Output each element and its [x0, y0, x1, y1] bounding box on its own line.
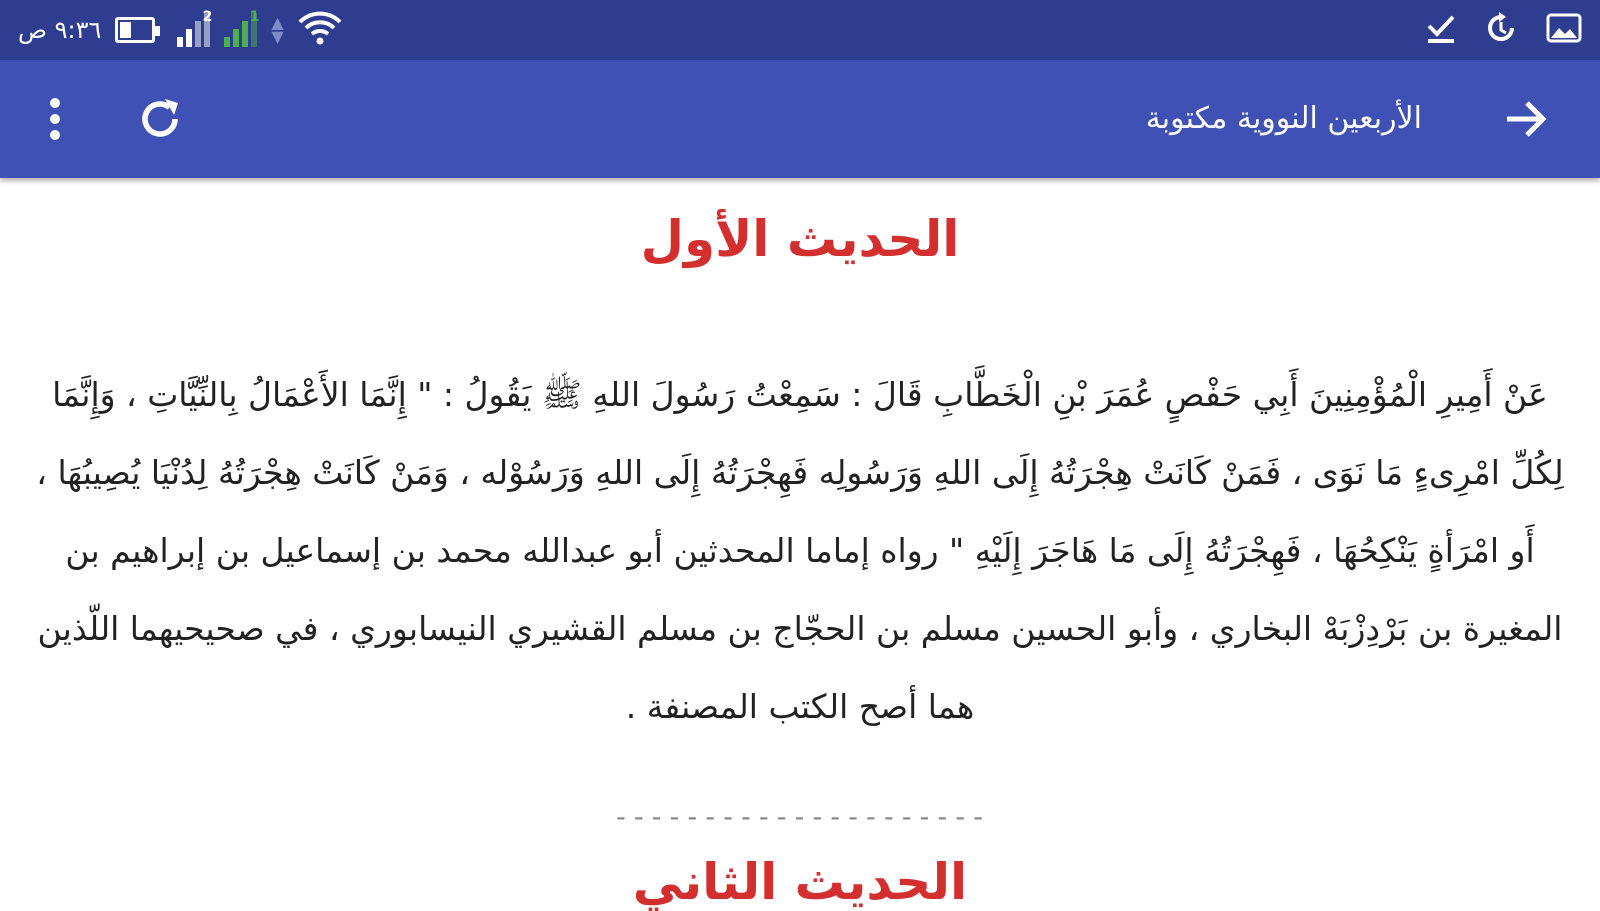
- next-hadith-title: الحديث الثاني: [632, 853, 968, 911]
- data-arrows-icon: ▲ ▼: [271, 13, 284, 46]
- more-vert-icon[interactable]: [30, 60, 80, 178]
- content-area: [0, 178, 1600, 911]
- status-time: ٩:٣٦ ص: [18, 16, 102, 44]
- hadith-text: عَنْ أَمِيرِ الْمُؤْمِنِينَ أَبِي حَفْصٍ عُمَرَ بْنِ الْخَطَّابِ قَالَ : سَمِعْتُ رَسُولَ اللهِ ﷺ يَقُولُ : " إِنَّمَا الأَعْمَالُ بِالنِّيَّاتِ ، وَإِنَّمَا لِكُلِّ امْرِىءٍ مَا نَوَى ، فَمَنْ كَانَتْ هِجْرَتُهُ إِلَى اللهِ وَرَسُولِه فَهِجْرَتُهُ إِلَى اللهِ وَرَسُوْله ، وَمَنْ كَانَتْ هِجْرَتُهُ لِدُنْيَا يُصِيبُهَا ، أَو امْرَأةٍ يَنْكِحُهَا ، فَهِجْرَتُهُ إِلَى مَا هَاجَرَ إِلَيْهِ " رواه إماما المحدثين أبو عبدالله محمد بن إسماعيل بن إبراهيم بن المغيرة بن بَرْدِزْبَهْ البخاري ، وأبو الحسين مسلم بن الحجّاج بن مسلم القشيري النيسابوري ، في صحيحيهما اللّذين هما أصح الكتب المصنفة .: [36, 375, 1564, 726]
- arrow-forward-icon[interactable]: [1496, 60, 1556, 178]
- separator: ---------------------: [612, 800, 988, 833]
- sim1-label: 1: [249, 9, 260, 25]
- image-icon: [1546, 13, 1582, 47]
- download-done-icon: [1424, 11, 1458, 49]
- status-left-group: [18, 0, 342, 60]
- sim2-label: 2: [202, 9, 213, 25]
- status-bar: [0, 0, 1600, 60]
- toolbar-title: الأربعين النووية مكتوبة: [1145, 101, 1422, 136]
- wifi-icon: [298, 10, 342, 50]
- signal-sim1-icon: [224, 9, 260, 47]
- hadith-title: الحديث الأول: [640, 210, 960, 268]
- battery-icon: [115, 17, 155, 43]
- sync-icon: [1484, 11, 1520, 49]
- refresh-icon[interactable]: [130, 60, 190, 178]
- status-right-group: [1424, 0, 1582, 60]
- signal-sim2-icon: [177, 9, 213, 47]
- app-toolbar: [0, 60, 1600, 178]
